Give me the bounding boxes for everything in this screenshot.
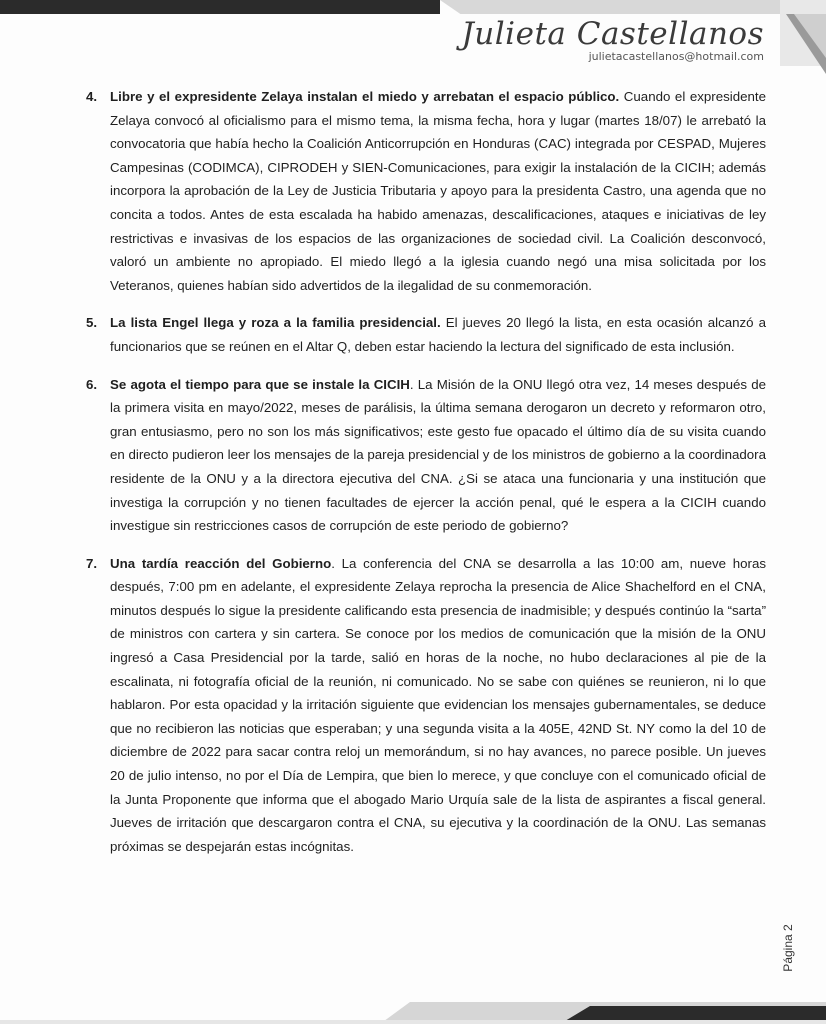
item-text	[110, 85, 766, 297]
author-email: julietacastellanos@hotmail.com	[588, 50, 764, 63]
item-text	[110, 373, 766, 538]
page-number	[778, 918, 798, 978]
item-body: El jueves 20 llegó la lista, en esta ocasión alcanzó a funcionarios que se reúnen en el Altar Q, deben estar haciendo la lectura del significado de esta inclusión.	[110, 315, 767, 354]
item-text	[110, 552, 766, 859]
item-number: 4.	[86, 89, 98, 104]
footer-bars	[0, 984, 826, 1024]
corner-fold-icon	[786, 14, 826, 74]
item-lead: Libre y el expresidente Zelaya instalan el miedo y arrebatan el espacio público.	[110, 89, 620, 104]
item-number: 6.	[86, 376, 98, 392]
header-dark-bar	[0, 0, 440, 14]
document-body	[86, 85, 766, 872]
list-item	[86, 85, 766, 297]
item-lead: La lista Engel llega y roza a la familia presidencial.	[110, 315, 441, 331]
author-brand	[461, 16, 764, 63]
page-number-label: Página 2	[781, 924, 795, 972]
item-text	[110, 311, 766, 358]
item-lead: Se agota el tiempo para que se instale la CICIH	[110, 376, 410, 392]
list-item	[86, 552, 766, 859]
item-number: 7.	[86, 555, 98, 571]
list-item	[86, 373, 766, 538]
list-item	[86, 311, 766, 358]
header-light-bar	[440, 0, 780, 14]
item-body: Cuando el expresidente Zelaya convocó al oficialismo para el mismo tema, la misma fecha, hora y lugar (martes 18/07) le arrebató la convocatoria que había hecho la Coalición Anticorrupción en Honduras (CAC) integrada por CESPAD, Mujeres Campesinas (CODIMCA), CIPRODEH y SIEN-Comunicaciones, para exigir la instalación de la CICIH; además incorpora la aprobación de la Ley de Justicia Tributaria y apoyo para la presidenta Castro, una agenda que no concita a todos. Antes de esta escalada ha habido amenazas, descalificaciones, ataques e iniciativas de ley restrictivas e invasivas de los espacios de las organizaciones de sociedad civil. La Coalición desconvocó, valoró un ambiente no apropiado. El miedo llegó a la iglesia cuando negó una misa solicitada por los Veteranos, quienes habían sido advertidos de la ilegalidad de su conmemoración.	[110, 89, 766, 293]
item-lead: Una tardía reacción del Gobierno	[110, 555, 332, 571]
item-body: . La Misión de la ONU llegó otra vez, 14 meses después de la primera visita en mayo/2022, meses de parálisis, la última semana derogaron un decreto y reformaron otro, gran entusiasmo, pero no son los más significativos; este gesto fue opacado el último día de su visita cuando en directo pudieron leer los mensajes de la pareja presidencial y de los ministros de gobierno a la coordinadora residente de la ONU y a la directora ejecutiva del CNA. ¿Si se ataca una funcionaria y una institución que investiga la corrupción y no tienen facultades de ejercer la acción penal, qué le espera a la CICIH cuando investigue sin restricciones casos de corrupción de este periodo de gobierno?	[110, 376, 767, 534]
item-number: 5.	[86, 315, 98, 331]
author-name: Julieta Castellanos	[461, 16, 764, 52]
item-body: . La conferencia del CNA se desarrolla a las 10:00 am, nueve horas después, 7:00 pm en adelante, el expresidente Zelaya reprocha la presencia de Alice Shachelford en el CNA, minutos después lo sigue la presidente calificando esta presencia de inadmisible; y después continúo la “sarta” de ministros con cartera y sin cartera. Se conoce por los medios de comunicación que la misión de la ONU ingresó a Casa Presidencial por la tarde, salió en horas de la noche, no hubo declaraciones al pie de la escalinata, ni fotografía oficial de la reunión, ni comunicado. No se sabe con quiénes se reunieron, ni lo que hablaron. Por esta opacidad y la irritación siguiente que evidencian los mensajes gubernamentales, se deduce que no recibieron las noticias que esperaban; y una segunda visita a la 405E, 42ND St. NY como la del 10 de diciembre de 2022 para sacar contra reloj un memorándum, si no hay avances, no parece posible. Un jueves 20 de julio intenso, no por el Día de Lempira, que bien lo merece, y que concluye con el comunicado oficial de la Junta Proponente que informa que el abogado Mario Urquía sale de la lista de aspirantes a fiscal general. Jueves de irritación que descargaron contra el CNA, su ejecutiva y la coordinación de la ONU. Las semanas próximas se despejarán estas incógnitas.	[110, 555, 766, 854]
